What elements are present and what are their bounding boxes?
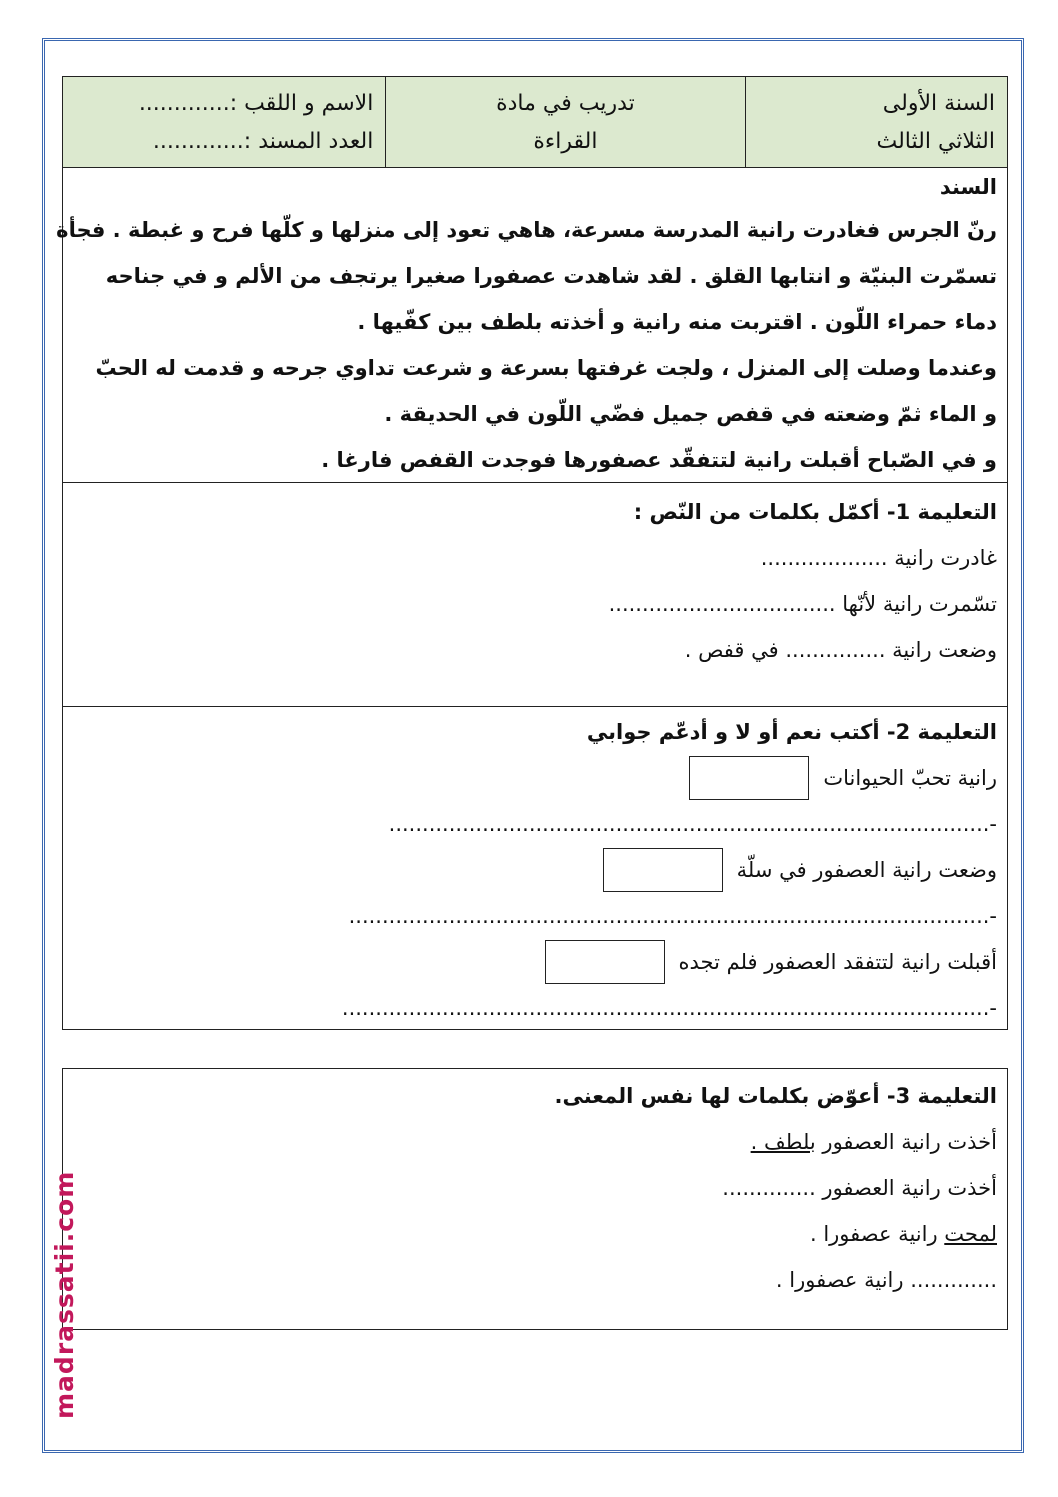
task2-statement: وضعت رانية العصفور في سلّة	[736, 858, 997, 882]
task1-line[interactable]: تسّمرت رانية لأنّها ..................................	[608, 592, 997, 616]
task1-section	[63, 483, 1007, 707]
name-field[interactable]: الاسم و اللقب :.............	[138, 91, 374, 116]
sanad-title: السند	[939, 175, 997, 199]
task3-line	[73, 1211, 997, 1257]
score-field[interactable]: العدد المسند :.............	[152, 129, 374, 154]
task2-section	[63, 707, 1007, 1031]
sanad-line: رنّ الجرس فغادرت رانية المدرسة مسرعة، هاهي تعود إلى منزلها و كلّها فرح و غبطة . فجأة	[56, 218, 997, 242]
task2-title: التعليمة 2- أكتب نعم أو لا و أدعّم جوابي	[586, 720, 997, 744]
task3-underlined-word: لمحت	[944, 1222, 997, 1246]
task3-line1-prefix: أخذت رانية العصفور	[815, 1130, 997, 1154]
sanad-line: دماء حمراء اللّون . اقتربت منه رانية و أخذته بلطف بين كفّيها .	[357, 310, 997, 334]
header-subject-cell	[386, 77, 745, 167]
task3-line3-suffix: رانية عصفورا .	[809, 1222, 945, 1246]
answer-box[interactable]	[603, 848, 723, 892]
header-table	[63, 77, 1007, 168]
task1-title: التعليمة 1- أكمّل بكلمات من النّص :	[633, 500, 997, 524]
worksheet	[56, 76, 1008, 1030]
task2-item	[73, 939, 997, 985]
task2-statement: أقبلت رانية لتتفقد العصفور فلم تجده	[678, 950, 997, 974]
answer-box[interactable]	[689, 756, 809, 800]
task3-title: التعليمة 3- أعوّض بكلمات لها نفس المعنى.	[554, 1084, 997, 1108]
sanad-section	[56, 167, 1007, 483]
term-label: الثلاثي الثالث	[876, 129, 995, 154]
task3-section	[62, 1068, 1008, 1330]
subject-label: القراءة	[533, 129, 598, 154]
task2-answer-line[interactable]: -.................................................................................................	[341, 996, 997, 1020]
task2-answer-line[interactable]: -................................................................................................	[348, 904, 997, 928]
task2-answer-line[interactable]: -..........................................................................................	[388, 812, 997, 836]
grade-label: السنة الأولى	[882, 91, 995, 116]
header-level-cell	[746, 77, 1007, 167]
task3-line	[73, 1119, 997, 1165]
answer-box[interactable]	[545, 940, 665, 984]
task1-line[interactable]: وضعت رانية ............... في قفص .	[684, 638, 997, 662]
exercise-label: تدريب في مادة	[496, 91, 635, 116]
sanad-line: وعندما وصلت إلى المنزل ، ولجت غرفتها بسرعة و شرعت تداوي جرحه و قدمت له الحبّ	[95, 356, 997, 380]
watermark-text: madrassatii.com	[50, 1170, 79, 1420]
task3-line[interactable]: أخذت رانية العصفور ..............	[722, 1176, 997, 1200]
sanad-line: و الماء ثمّ وضعته في قفص جميل فضّي اللّون في الحديقة .	[384, 402, 997, 426]
task2-statement: رانية تحبّ الحيوانات	[823, 766, 997, 790]
task1-line[interactable]: غادرت رانية ...................	[760, 546, 997, 570]
header-student-cell	[63, 77, 386, 167]
sanad-line: و في الصّباح أقبلت رانية لتتفقّد عصفورها فوجدت القفص فارغا .	[321, 448, 997, 472]
sanad-line: تسمّرت البنيّة و انتابها القلق . لقد شاهدت عصفورا صغيرا يرتجف من الألم و في جناحه	[105, 264, 997, 288]
task2-item	[73, 755, 997, 801]
task3-underlined-word: بلطف .	[750, 1130, 816, 1154]
task2-item	[73, 847, 997, 893]
task3-line[interactable]: ............. رانية عصفورا .	[775, 1268, 997, 1292]
